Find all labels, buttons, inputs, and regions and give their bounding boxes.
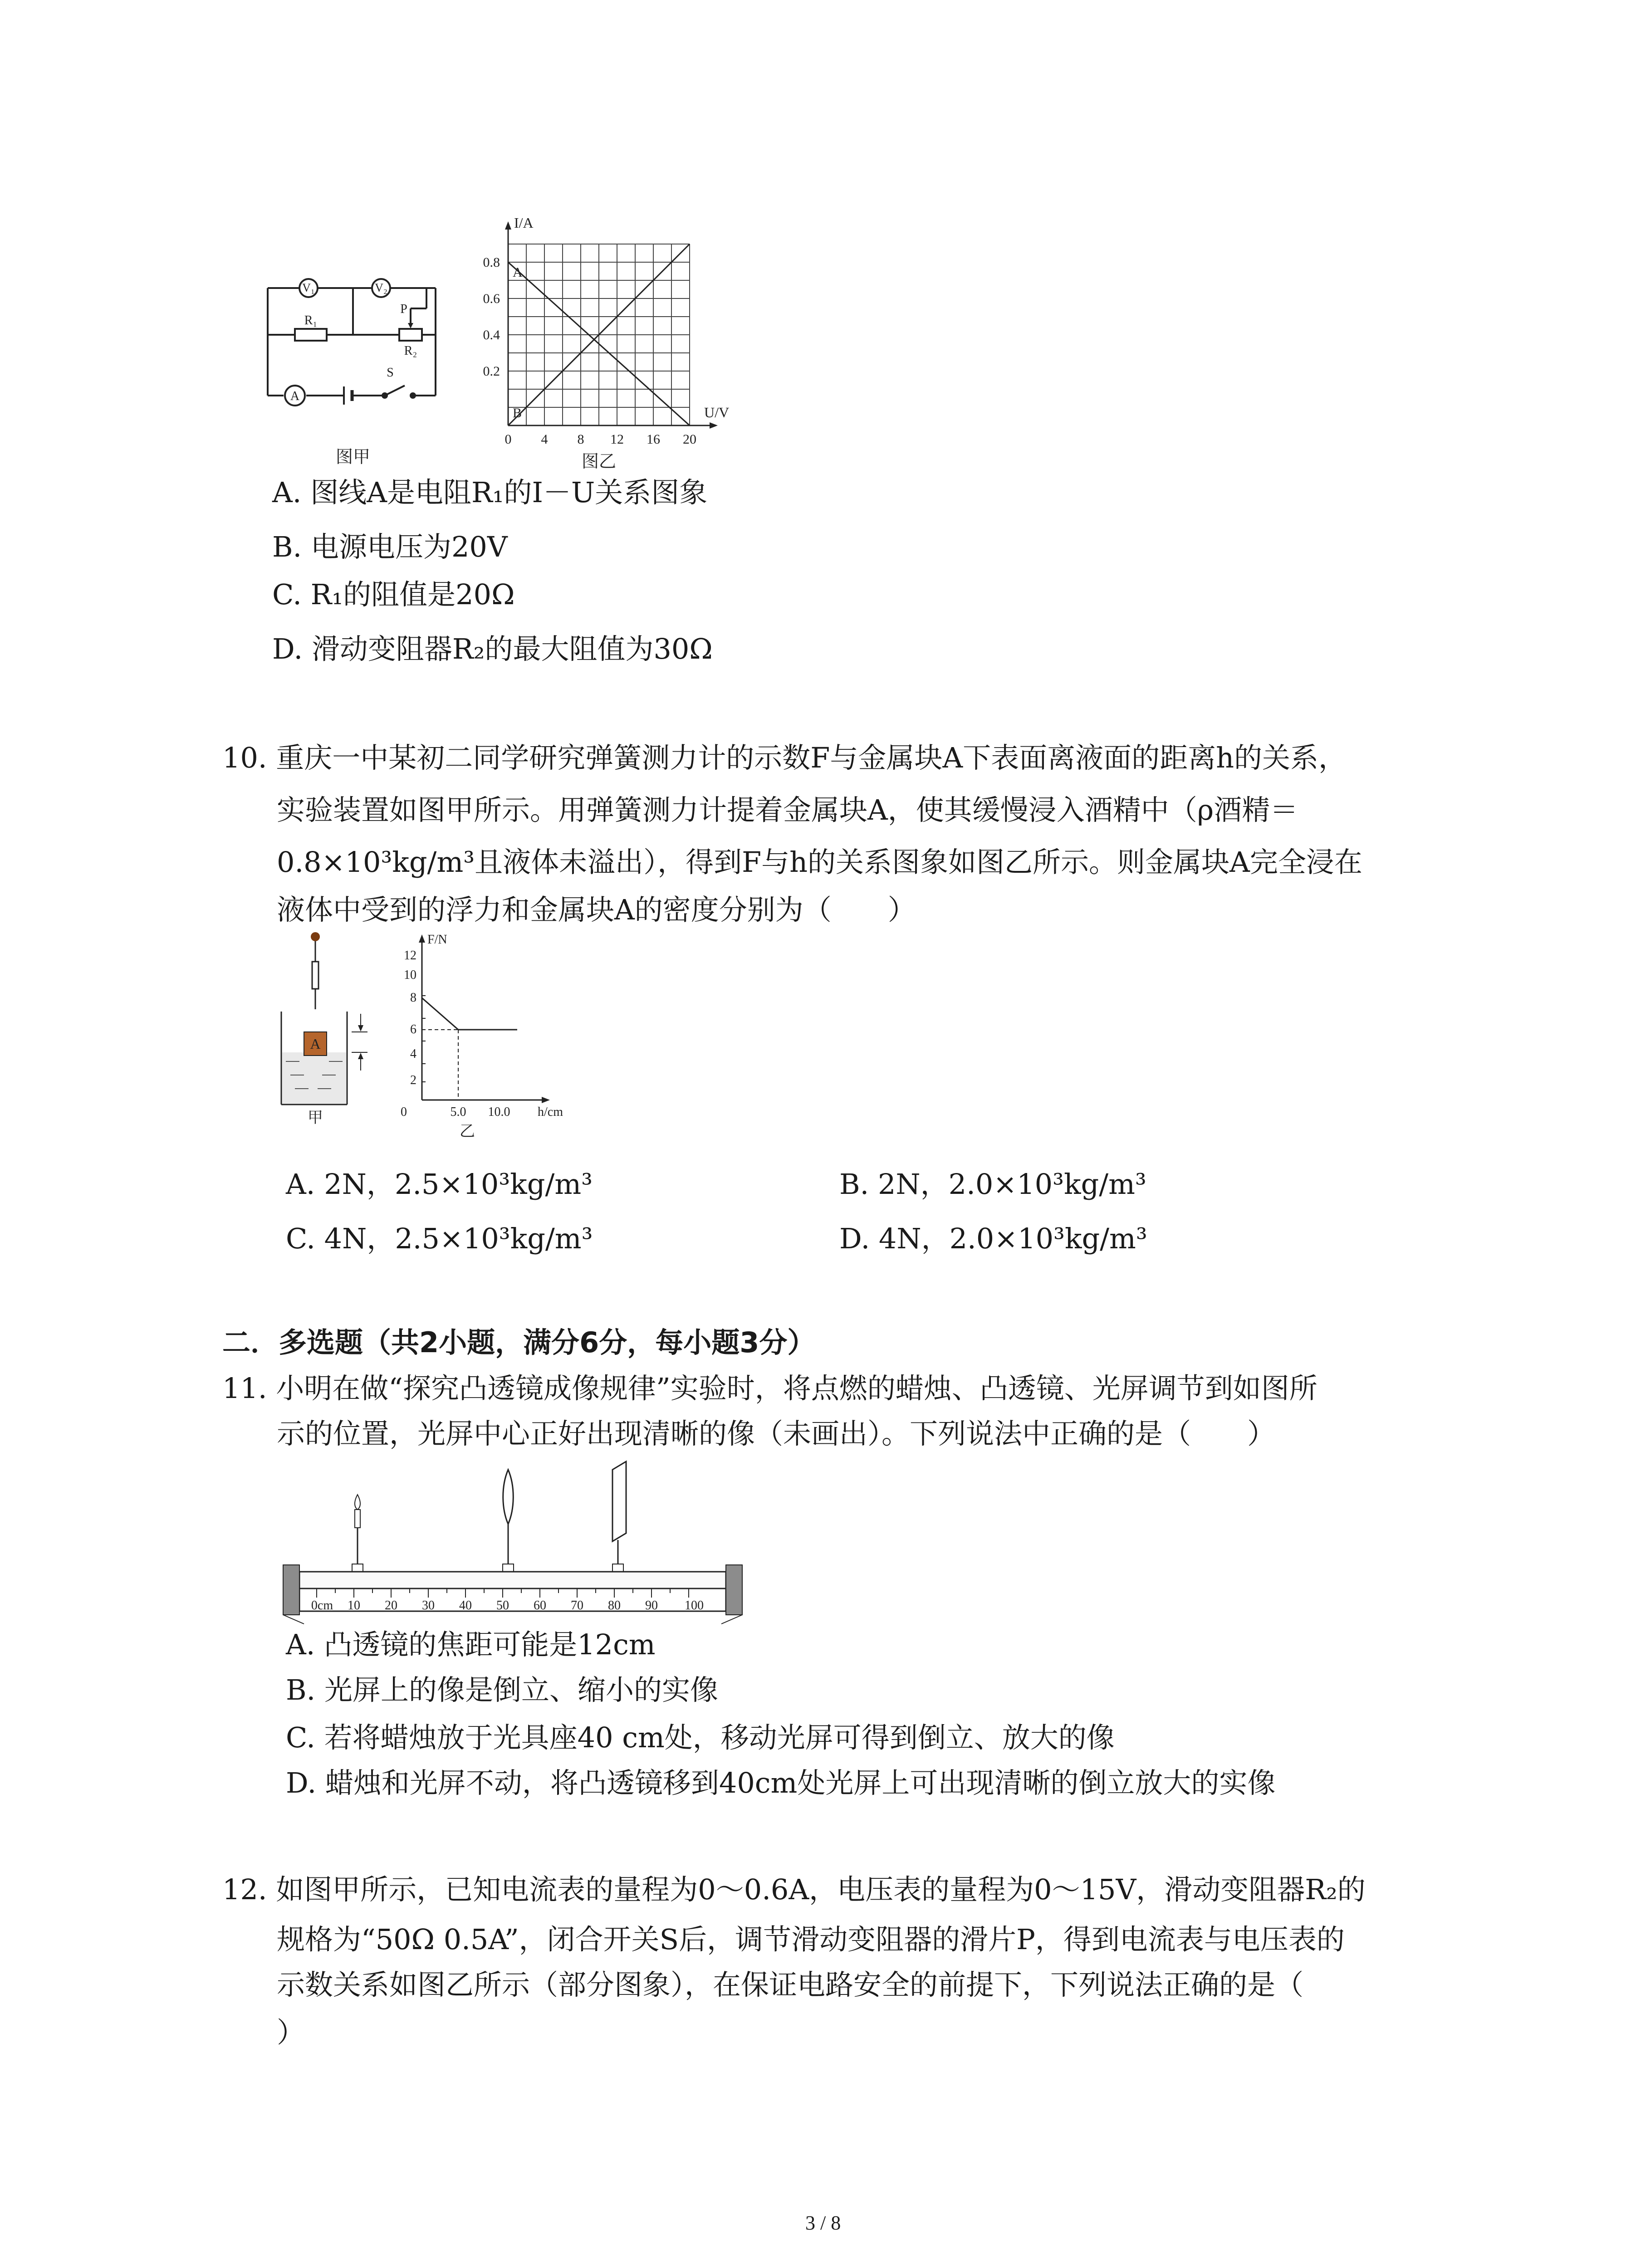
p-label: P [400,302,407,316]
q12-line-4: ） [277,2016,305,2049]
q12-line-1: 12. 如图甲所示，已知电流表的量程为0～0.6A，电压表的量程为0～15V，滑动变阻器R₂的 [222,1873,1366,1906]
q11-option-b: B. 光屏上的像是倒立、缩小的实像 [286,1673,718,1706]
y-tick: 2 [410,1073,416,1087]
q10-line-4: 液体中受到的浮力和金属块A的密度分别为（ ） [277,893,916,926]
q11-line-2: 示的位置，光屏中心正好出现清晰的像（未画出）。下列说法中正确的是（ ） [277,1417,1276,1450]
y-tick: 12 [404,948,416,963]
x-tick: 10.0 [488,1105,510,1119]
v2-label: V₂ [375,281,387,294]
x-tick: 20 [683,432,696,447]
x-tick: 0 [401,1105,407,1119]
x-tick: 0 [505,432,512,447]
x-tick: 8 [577,432,584,447]
x-tick: 4 [541,432,548,447]
caption-yi: 图乙 [581,452,617,471]
q11-option-a: A. 凸透镜的焦距可能是12cm [286,1628,656,1661]
caption-jia: 图甲 [335,448,371,467]
y-axis-label: I/A [514,215,534,231]
ruler-tick: 20 [385,1598,397,1613]
ruler-tick: 80 [608,1598,621,1613]
q11-optical-bench [277,1456,744,1624]
block-label: A [310,1036,321,1052]
x-tick: 5.0 [450,1105,466,1119]
ruler-tick: 70 [571,1598,583,1613]
ruler-tick: 10 [348,1598,360,1613]
x-axis-label: h/cm [538,1105,563,1119]
q9-circuit-figure [254,254,463,472]
y-tick: 0.8 [483,255,500,270]
y-tick: 0.6 [483,291,500,306]
q10-line-1: 10. 重庆一中某初二同学研究弹簧测力计的示数F与金属块A下表面离液面的距离h的关系， [222,741,1347,774]
caption-yi: 乙 [460,1123,475,1140]
x-tick: 16 [647,432,660,447]
q12-line-3: 示数关系如图乙所示（部分图象），在保证电路安全的前提下，下列说法正确的是（ [277,1968,1304,2001]
x-axis-label: U/V [704,404,730,420]
r1-label: R₁ [304,313,318,327]
page-number: 3 / 8 [805,2212,841,2234]
y-tick: 0.2 [483,364,500,379]
q10-option-c: C. 4N，2.5×10³kg/m³ [286,1222,593,1255]
q9-option-c: C. R₁的阻值是20Ω [272,578,515,611]
q10-line-3: 0.8×10³kg/m³且液体未溢出），得到F与h的关系图象如图乙所示。则金属块A完全浸在 [277,846,1362,879]
line-a-label: A [513,265,523,280]
y-tick: 0.4 [483,327,500,342]
ruler-tick: 90 [645,1598,658,1613]
y-tick: 10 [404,968,416,982]
y-tick: 8 [410,991,416,1005]
q10-option-b: B. 2N，2.0×10³kg/m³ [839,1168,1146,1201]
ruler-tick: 40 [459,1598,472,1613]
v1-label: V₁ [302,281,315,294]
q12-line-2: 规格为“50Ω 0.5A”，闭合开关S后，调节滑动变阻器的滑片P，得到电流表与电压表的 [277,1923,1345,1956]
q9-iu-graph [467,209,740,472]
q9-option-d: D. 滑动变阻器R₂的最大阻值为30Ω [272,632,713,665]
q10-line-2: 实验装置如图甲所示。用弹簧测力计提着金属块A，使其缓慢浸入酒精中（ρ酒精＝ [277,793,1298,826]
q11-option-d: D. 蜡烛和光屏不动，将凸透镜移到40cm处光屏上可出现清晰的倒立放大的实像 [286,1766,1276,1799]
q9-option-b: B. 电源电压为20V [272,530,508,563]
ammeter-label: A [290,389,300,403]
r2-label: R₂ [404,344,417,358]
line-b-label: B [513,406,522,420]
y-axis-label: F/N [427,933,447,947]
q10-option-a: A. 2N，2.5×10³kg/m³ [286,1168,593,1201]
y-tick: 4 [410,1047,416,1061]
q10-option-d: D. 4N，2.0×10³kg/m³ [839,1222,1147,1255]
ruler-tick: 100 [685,1598,704,1613]
q9-option-a: A. 图线A是电阻R₁的I－U关系图象 [272,476,708,509]
section-title: 二．多选题（共2小题，满分6分，每小题3分） [222,1326,816,1359]
q11-option-c: C. 若将蜡烛放于光具座40 cm处，移动光屏可得到倒立、放大的像 [286,1721,1115,1754]
switch-label: S [387,366,394,380]
ruler-tick: 0cm [311,1598,333,1613]
ruler-tick: 50 [496,1598,509,1613]
caption-jia: 甲 [308,1110,323,1126]
x-tick: 12 [610,432,624,447]
q11-line-1: 11. 小明在做“探究凸透镜成像规律”实验时，将点燃的蜡烛、凸透镜、光屏调节到如图所 [222,1372,1318,1405]
ruler-tick: 30 [422,1598,435,1613]
y-tick: 6 [410,1022,416,1036]
ruler-tick: 60 [534,1598,546,1613]
q10-figure [272,930,599,1139]
